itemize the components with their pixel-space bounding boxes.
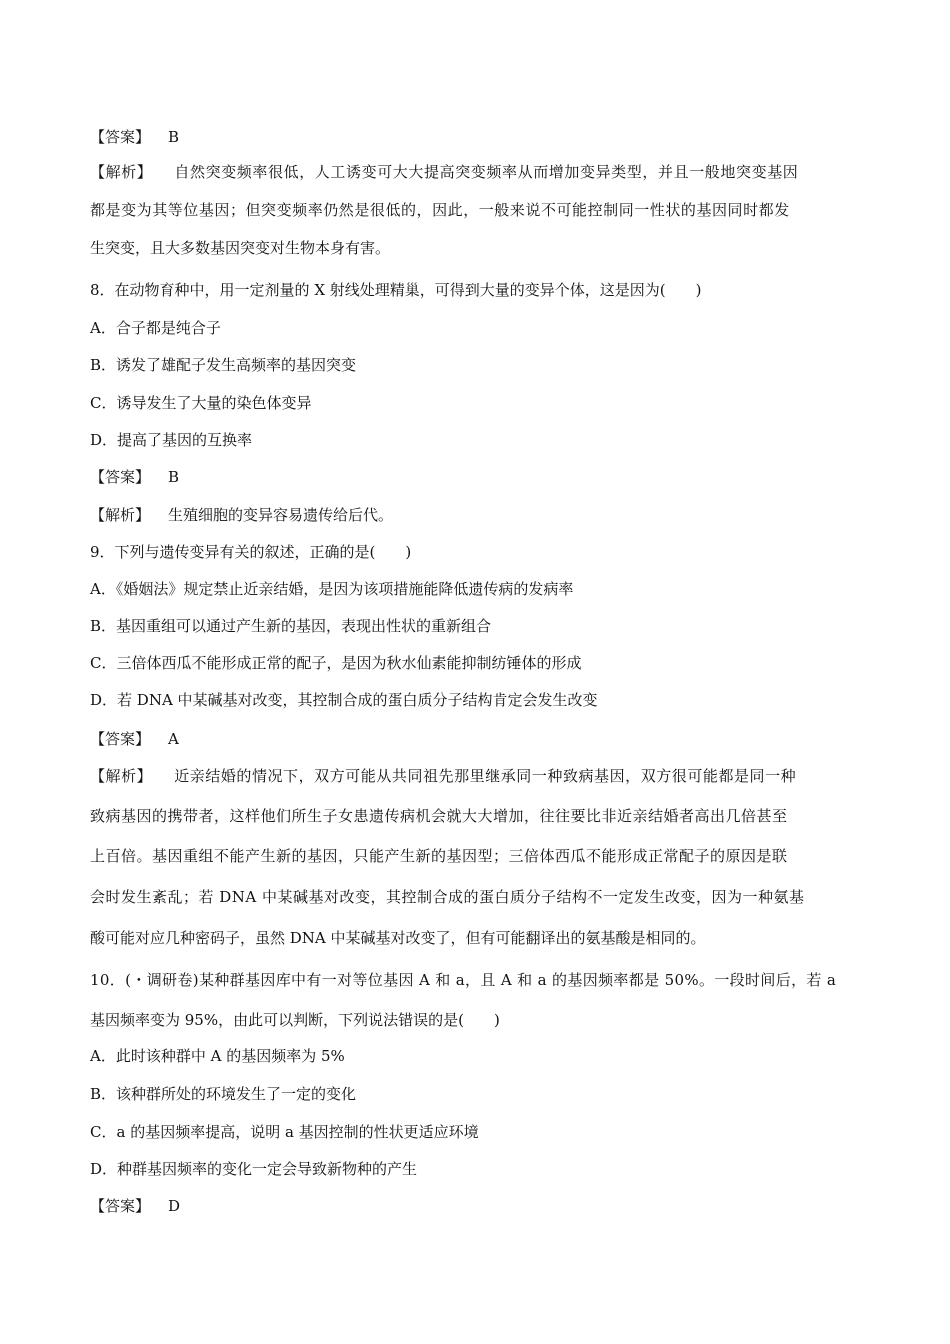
- analysis-block-7: [90, 162, 862, 272]
- analysis-line: 致病基因的携带者，这样他们所生子女患遗传病机会就大大增加，往往要比非近亲结婚者高出几倍甚至: [90, 807, 788, 825]
- answer-row-10: [90, 1196, 870, 1216]
- answer-label: 【答案】: [90, 128, 151, 146]
- answer-row-8: [90, 467, 870, 487]
- option-a: A．此时该种群中 A 的基因频率为 5%: [90, 1047, 345, 1065]
- answer-label: 【答案】: [90, 730, 151, 748]
- option-d: D．提高了基因的互换率: [90, 431, 253, 449]
- answer-label: 【答案】: [90, 468, 151, 486]
- analysis-line: 生突变，且大多数基因突变对生物本身有害。: [90, 239, 391, 257]
- option-a: A．合子都是纯合子: [90, 319, 221, 337]
- option-a: A．《婚姻法》规定禁止近亲结婚，是因为该项措施能降低遗传病的发病率: [90, 580, 574, 598]
- option-d: D．种群基因频率的变化一定会导致新物种的产生: [90, 1160, 418, 1178]
- option-b: B．基因重组可以通过产生新的基因，表现出性状的重新组合: [90, 617, 492, 635]
- analysis-line: [90, 766, 796, 786]
- option-c: C．三倍体西瓜不能形成正常的配子，是因为秋水仙素能抑制纺锤体的形成: [90, 654, 582, 672]
- analysis-text: 生殖细胞的变异容易遗传给后代。: [168, 506, 394, 524]
- question-stem-line: 10．(・调研卷)某种群基因库中有一对等位基因 A 和 a，且 A 和 a 的基因频率都是 50%。一段时间后，若 a: [90, 971, 837, 989]
- analysis-label: 【解析】: [90, 767, 153, 785]
- question-stem-10: [90, 970, 862, 1050]
- option-b: B．该种群所处的环境发生了一定的变化: [90, 1085, 357, 1103]
- analysis-label: 【解析】: [90, 506, 151, 524]
- answer-value: B: [168, 468, 180, 486]
- analysis-line: [90, 162, 798, 182]
- analysis-block-9: [90, 766, 862, 956]
- answer-row-7: [90, 127, 870, 147]
- answer-value: B: [168, 128, 180, 146]
- option-b: B．诱发了雄配子发生高频率的基因突变: [90, 356, 357, 374]
- answer-value: A: [168, 730, 179, 748]
- analysis-line: 会时发生紊乱；若 DNA 中某碱基对改变，其控制合成的蛋白质分子结构不一定发生改变，因为一种氨基: [90, 888, 805, 906]
- answer-label: 【答案】: [90, 1197, 151, 1215]
- answer-value: D: [168, 1197, 181, 1215]
- option-c: C．a 的基因频率提高，说明 a 基因控制的性状更适应环境: [90, 1123, 479, 1141]
- analysis-line: 酸可能对应几种密码子，虽然 DNA 中某碱基对改变了，但有可能翻译出的氨基酸是相同的。: [90, 929, 706, 947]
- analysis-text: 自然突变频率很低，人工诱变可大大提高突变频率从而增加变异类型，并且一般地突变基因: [174, 163, 799, 181]
- option-d: D．若 DNA 中某碱基对改变，其控制合成的蛋白质分子结构肯定会发生改变: [90, 691, 598, 709]
- analysis-line: 上百倍。基因重组不能产生新的基因，只能产生新的基因型；三倍体西瓜不能形成正常配子的原因是联: [90, 847, 788, 865]
- analysis-line: 都是变为其等位基因；但突变频率仍然是很低的，因此，一般来说不可能控制同一性状的基因同时都发: [90, 201, 790, 219]
- answer-row-9: [90, 729, 870, 749]
- question-stem-line: 基因频率变为 95%，由此可以判断，下列说法错误的是( ): [90, 1011, 500, 1029]
- analysis-row-8: [90, 505, 870, 525]
- option-c: C．诱导发生了大量的染色体变异: [90, 394, 312, 412]
- question-stem-8: 8．在动物育种中，用一定剂量的 X 射线处理精巢，可得到大量的变异个体，这是因为( ): [90, 281, 702, 299]
- question-stem-9: 9．下列与遗传变异有关的叙述，正确的是( ): [90, 543, 412, 561]
- analysis-label: 【解析】: [90, 163, 153, 181]
- analysis-text: 近亲结婚的情况下，双方可能从共同祖先那里继承同一种致病基因，双方很可能都是同一种: [174, 767, 797, 785]
